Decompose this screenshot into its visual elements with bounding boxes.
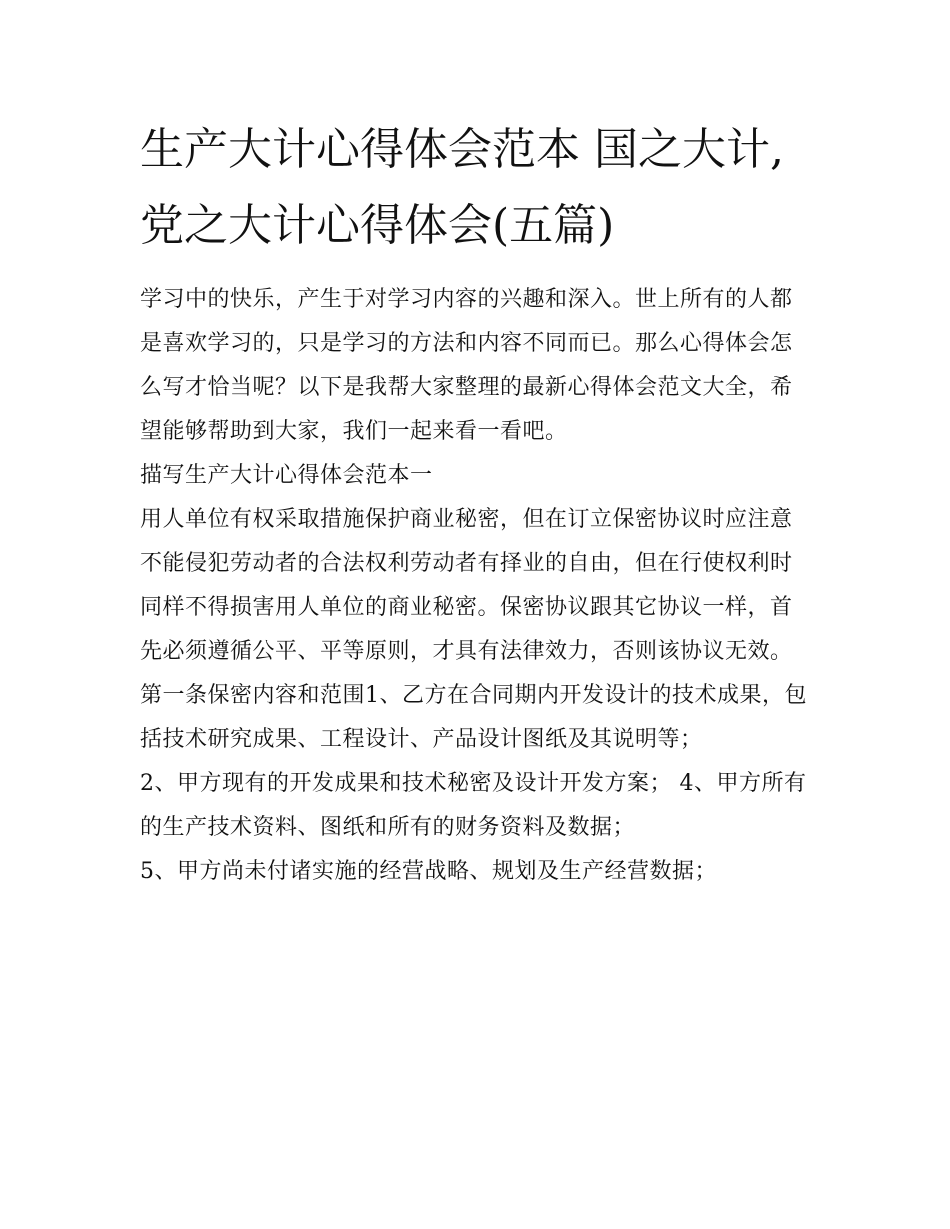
body-paragraph: 用人单位有权采取措施保护商业秘密，但在订立保密协议时应注意不能侵犯劳动者的合法权利劳动者有择业的自由，但在行使权利时同样不得损害用人单位的商业秘密。保密协议跟其它协议一样，首先必须遵循公平、平等原则，才具有法律效力，否则该协议无效。	[140, 507, 793, 664]
section-heading: 描写生产大计心得体会范本一	[140, 463, 433, 488]
document-body	[140, 278, 812, 894]
intro-paragraph: 学习中的快乐，产生于对学习内容的兴趣和深入。世上所有的人都是喜欢学习的，只是学习的方法和内容不同而已。那么心得体会怎么写才恰当呢？以下是我帮大家整理的最新心得体会范文大全，希望能够帮助到大家，我们一起来看一看吧。	[140, 287, 793, 444]
body-paragraph: 2、甲方现有的开发成果和技术秘密及设计开发方案； 4、甲方所有的生产技术资料、图纸和所有的财务资料及数据；	[140, 771, 807, 840]
body-paragraph: 5、甲方尚未付诸实施的经营战略、规划及生产经营数据；	[140, 859, 717, 884]
document-page	[140, 112, 812, 894]
body-paragraph: 第一条保密内容和范围1、乙方在合同期内开发设计的技术成果，包括技术研究成果、工程设计、产品设计图纸及其说明等；	[140, 683, 807, 752]
document-title: 生产大计心得体会范本 国之大计,党之大计心得体会(五篇)	[140, 124, 784, 251]
